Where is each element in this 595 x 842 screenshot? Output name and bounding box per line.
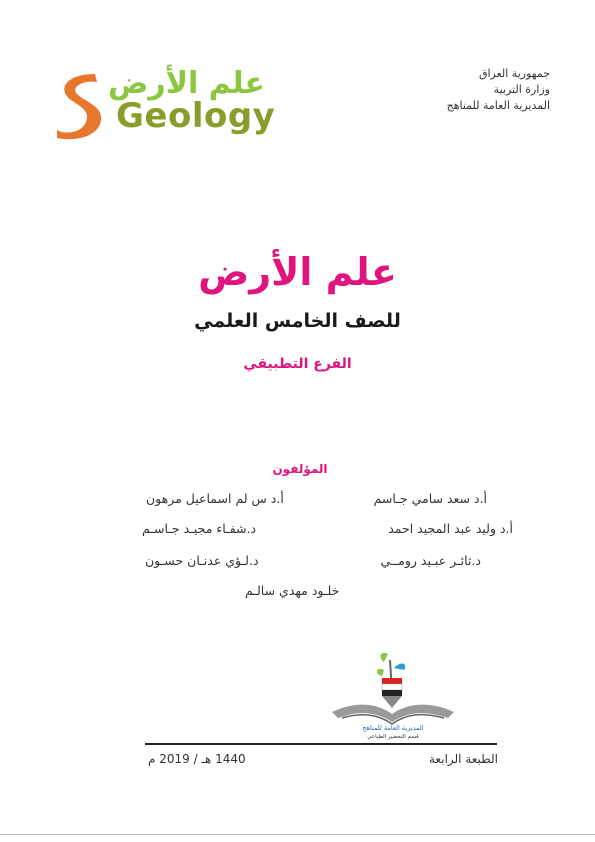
book-subtitle: للصف الخامس العلمي — [194, 310, 401, 332]
emblem-label-line2: قسم التحضير الطباعي — [367, 734, 419, 740]
author-name: د.ثائـر عبـيد رومــي — [380, 553, 481, 568]
author-name: أ.د سعد سامي جـاسم — [373, 491, 487, 506]
author-name: د.شفـاء مجيـد جـاسـم — [142, 521, 257, 536]
ministry-line-directorate: المديرية العامة للمناهج — [446, 99, 550, 112]
publication-year: 1440 هـ / 2019 م — [148, 752, 246, 766]
emblem-label-line1: المديرية العامة للمناهج — [362, 724, 424, 732]
logo-swoosh-icon — [57, 74, 101, 139]
ministry-line-country: جمهورية العراق — [478, 67, 550, 80]
book-branch: الفرع التطبيقي — [243, 356, 352, 372]
directorate-emblem — [328, 648, 458, 740]
page-bottom-rule — [0, 834, 595, 835]
author-name: أ.د وليد عبد المجيد احمد — [388, 521, 513, 536]
emblem-book-icon — [332, 705, 454, 722]
author-name: خلـود مهدي سالـم — [245, 583, 340, 598]
logo-english-text: Geology — [116, 96, 276, 136]
author-name: أ.د س لم اسماعيل مرهون — [146, 491, 284, 506]
footer-divider — [145, 743, 497, 745]
author-name: د.لـؤي عدنـان حسـون — [145, 553, 259, 568]
logo-arabic-text: علم الأرض — [108, 66, 265, 101]
ministry-line-ministry: وزارة التربية — [493, 83, 550, 96]
authors-heading: المؤلفون — [272, 462, 328, 476]
ministry-header — [447, 66, 550, 114]
emblem-leaf-icon — [381, 653, 388, 662]
book-title: علم الأرض — [198, 250, 397, 294]
edition-label: الطبعة الرابعة — [429, 752, 498, 766]
